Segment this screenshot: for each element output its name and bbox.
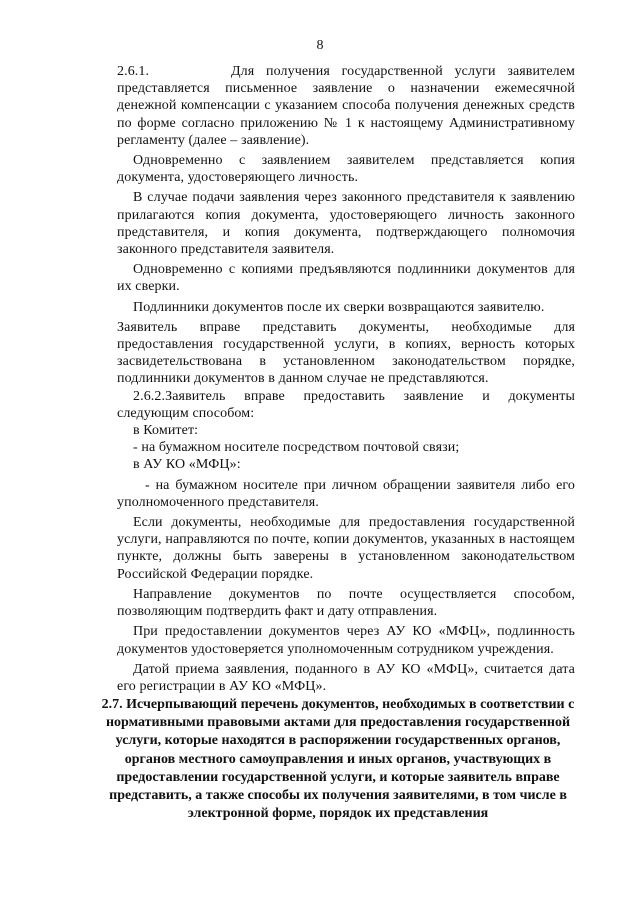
paragraph-in-person: - на бумажном носителе при личном обращении заявителя либо его уполномоченного представителя. [117, 477, 575, 510]
paragraph-legal-representative: В случае подачи заявления через законного представителя к заявлению прилагаются копия документа, удостоверяющего личность законного представителя, и копия документа, подтверждающего полномочия законного представителя заявителя. [117, 190, 575, 258]
document-body [117, 63, 575, 695]
paragraph-identity-copy: Одновременно с заявлением заявителем представляется копия документа, удостоверяющего личность. [117, 153, 575, 186]
paragraph-postal: - на бумажном носителе посредством почтовой связи; [133, 440, 460, 456]
paragraph-acceptance-date: Датой приема заявления, поданного в АУ КО «МФЦ», считается дата его регистрации в АУ КО «МФЦ». [117, 661, 575, 694]
paragraph-2-6-2: 2.6.2.Заявитель вправе предоставить заявление и документы следующим способом: [117, 388, 575, 421]
paragraph-mfc-authenticity: При предоставлении документов через АУ КО «МФЦ», подлинность документов удостоверяется уполномоченным сотрудником учреждения. [117, 624, 575, 657]
paragraph-mail-copies: Если документы, необходимые для предоставления государственной услуги, направляются по почте, копии документов, указанных в настоящем пункте, должны быть заверены в установленном законодательством Российской Федерации порядке. [117, 515, 575, 582]
paragraph-originals: Одновременно с копиями предъявляются подлинники документов для их сверки. [117, 262, 575, 295]
section-heading: 2.7. Исчерпывающий перечень документов, необходимых в соответствии с нормативными правовыми актами для предоставления государственной услуги, которые находятся в распоряжении государственных органов, органов местного самоуправления и иных органов, участвующих в предоставлении государственной услуги, и которые заявитель вправе представить, а также способы их получения заявителями, в том числе в электронной форме, порядок их представления [101, 697, 575, 822]
paragraph-originals-returned: Подлинники документов после их сверки возвращаются заявителю. [133, 299, 545, 315]
paragraph-2-6-1: 2.6.1. Для получения государственной услуги заявителем представляется письменное заявление о назначении ежемесячной денежной компенсации с указанием способа получения денежных средств по форме согласно приложению № 1 к настоящему Административному регламенту (далее – заявление). [117, 64, 575, 148]
page-number: 8 [316, 38, 324, 53]
paragraph-copies-certified: Заявитель вправе представить документы, необходимые для предоставления государственной услуги, в копиях, верность которых засвидетельствована в установленном законодательством порядке, подлинники документов в данном случае не представляются. [117, 319, 575, 387]
paragraph-mail-method: Направление документов по почте осуществляется способом, позволяющим подтвердить факт и дату отправления. [117, 586, 575, 620]
paragraph-mfc: в АУ КО «МФЦ»: [133, 457, 241, 473]
paragraph-committee: в Комитет: [133, 423, 199, 439]
